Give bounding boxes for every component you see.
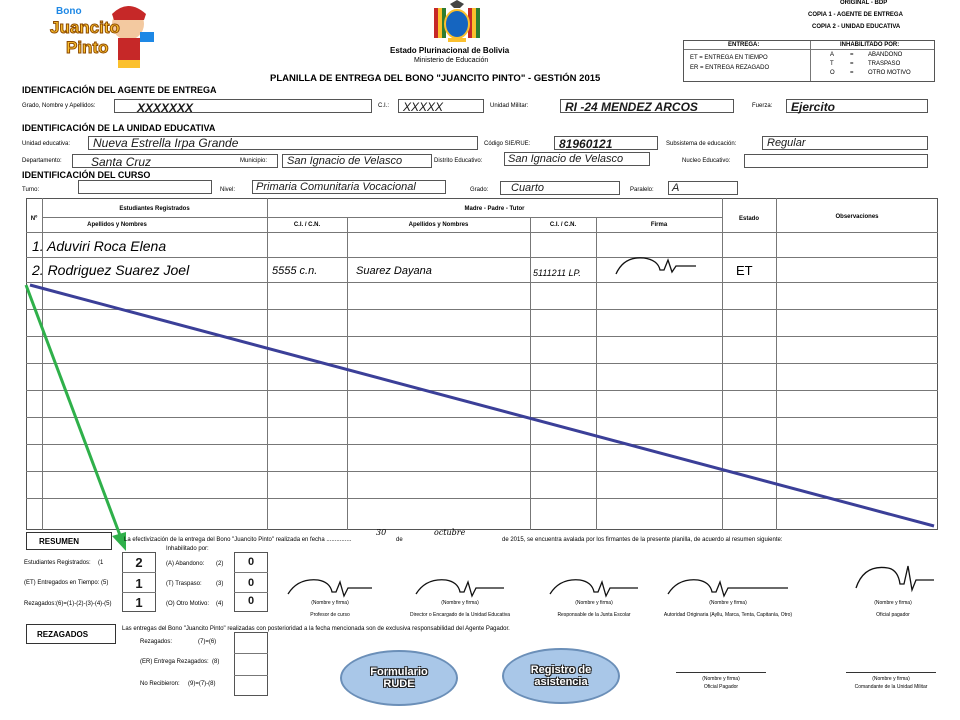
inhab-header: Inhabilitado por: xyxy=(166,546,209,552)
rez-code: (7)=(6) xyxy=(198,639,217,645)
lbl-traspaso: (T) Traspaso: xyxy=(166,581,202,587)
legend-t-label: TRASPASO xyxy=(868,61,901,67)
val-et: 1 xyxy=(135,576,143,591)
agente-ci-value: XXXXX xyxy=(403,100,444,114)
agente-unidad-value: RI -24 MENDEZ ARCOS xyxy=(565,100,698,114)
row-2-tutor-ci: 5111211 LP. xyxy=(533,268,581,278)
legend-et: ET = ENTREGA EN TIEMPO xyxy=(690,55,768,61)
legend-inhab-title: INHABILITADO POR: xyxy=(840,42,900,48)
row-2-estado: ET xyxy=(736,263,753,278)
distrito-value: San Ignacio de Velasco xyxy=(508,153,624,165)
th-students: Estudiantes Registrados xyxy=(119,206,190,212)
logo-text-pinto: Pinto xyxy=(66,38,109,57)
resumen-title: RESUMEN xyxy=(39,537,80,546)
codigo-label: Código SIE/RUE: xyxy=(484,141,531,147)
agente-nombre-label: Grado, Nombre y Apellidos: xyxy=(22,103,96,109)
blue-diagonal-line xyxy=(30,285,934,526)
th-t-ci: C.I. / C.N. xyxy=(549,222,577,228)
registro-asistencia-label: Registro de asistencia xyxy=(530,664,592,688)
codigo-value: 81960121 xyxy=(559,137,613,151)
code-traspaso: (3) xyxy=(216,581,224,587)
th-obs: Observaciones xyxy=(835,214,879,220)
signer-1-role: Profesor de curso xyxy=(310,612,350,618)
municipio-label: Municipio: xyxy=(240,158,268,164)
legend-a-code: A xyxy=(830,52,835,58)
paralelo-value: A xyxy=(672,182,680,194)
copy-original: ORIGINAL - BDP xyxy=(840,0,888,6)
signer-3-role: Responsable de la Junta Escolar xyxy=(557,612,631,618)
signer-4-role: Autoridad Originaria (Ayllu, Marca, Tenta, Capitanía, Otro) xyxy=(663,612,793,618)
rezagados-values xyxy=(234,632,268,696)
nivel-label: Nivel: xyxy=(220,187,236,193)
th-estado: Estado xyxy=(738,216,759,222)
rezagados-title: REZAGADOS xyxy=(37,630,89,639)
signer-5-line1: (Nombre y firma) xyxy=(874,600,912,606)
th-apellidos: Apellidos y Nombres xyxy=(87,222,147,228)
section-curso: IDENTIFICACIÓN DEL CURSO xyxy=(22,170,151,180)
legend-o-eq: = xyxy=(850,70,854,76)
lbl-abandono: (A) Abandono: xyxy=(166,561,205,567)
th-tutor: Madre - Padre - Tutor xyxy=(464,206,525,212)
green-arrow-line xyxy=(26,285,121,538)
row-2-tutor: Suarez Dayana xyxy=(356,265,432,277)
legend-t-code: T xyxy=(830,61,834,67)
header-state: Estado Plurinacional de Bolivia xyxy=(390,46,510,55)
section-unidad: IDENTIFICACIÓN DE LA UNIDAD EDUCATIVA xyxy=(22,123,216,133)
th-firma: Firma xyxy=(650,222,668,228)
grado-value: Cuarto xyxy=(511,182,545,194)
logo-text-juancito: Juancito xyxy=(50,18,120,37)
no-lbl: No Recibieron: xyxy=(140,681,180,687)
copy-2: COPIA 2 - UNIDAD EDUCATIVA xyxy=(812,24,901,30)
er-code: (8) xyxy=(212,659,220,665)
formulario-rude-label: Formulario RUDE xyxy=(370,666,428,690)
signature-5-icon xyxy=(848,562,938,596)
legend-a-label: ABANDONO xyxy=(868,52,903,58)
legend-er: ER = ENTREGA REZAGADO xyxy=(690,65,770,71)
resumen-statement-pre: La efectivización de la entrega del Bono "Juancito Pinto" realizada en fecha ............... xyxy=(124,537,352,543)
lbl-registrados: Estudiantes Registrados: xyxy=(24,560,91,566)
header-ministry: Ministerio de Educación xyxy=(414,57,489,64)
lbl-otro: (O) Otro Motivo: xyxy=(166,601,210,607)
resumen-month: octubre xyxy=(434,528,466,537)
legend-t-eq: = xyxy=(850,61,854,67)
signer-4-line1: (Nombre y firma) xyxy=(709,600,747,606)
val-registrados: 2 xyxy=(135,555,143,570)
municipio-value: San Ignacio de Velasco xyxy=(287,155,403,167)
lbl-et: (ET) Entregados en Tiempo: (5) xyxy=(24,580,109,586)
agente-fuerza-label: Fuerza: xyxy=(752,103,773,109)
th-t-apellidos: Apellidos y Nombres xyxy=(408,222,469,228)
rezagados-title-box xyxy=(26,624,116,644)
agente-ci-label: C.I.: xyxy=(378,103,390,109)
page-title: PLANILLA DE ENTREGA DEL BONO "JUANCITO PINTO" - GESTIÓN 2015 xyxy=(270,73,601,84)
formulario-rude-button[interactable] xyxy=(340,650,458,706)
depto-value: Santa Cruz xyxy=(91,155,152,169)
signer-1-line1: (Nombre y firma) xyxy=(311,600,349,606)
rezagados-statement: Las entregas del Bono "Juancito Pinto" realizadas con posterioridad a la fecha mencionada son de exclusiva responsabilidad del Agente Pagador. xyxy=(122,626,510,632)
agente-unidad-label: Unidad Militar: xyxy=(490,103,529,109)
subsistema-label: Subsistema de educación: xyxy=(666,141,737,147)
registro-asistencia-button[interactable] xyxy=(502,648,620,704)
subsistema-value: Regular xyxy=(767,137,806,149)
ue-value: Nueva Estrella Irpa Grande xyxy=(93,136,239,150)
row-1-name: 1. Aduviri Roca Elena xyxy=(32,238,167,254)
resumen-day: 30 xyxy=(376,528,387,537)
rez-lbl: Rezagados: xyxy=(140,639,173,645)
val-traspaso: 0 xyxy=(247,577,255,589)
signer-5-role: Oficial pagador xyxy=(876,612,910,618)
distrito-label: Distrito Educativo: xyxy=(434,158,483,164)
resumen-de: de xyxy=(396,537,403,543)
agente-fuerza-value: Ejercito xyxy=(791,100,836,114)
signer-2-role: Director o Encargado de la Unidad Educativa xyxy=(409,612,511,618)
resumen-title-box xyxy=(26,532,112,550)
legend-o-label: OTRO MOTIVO xyxy=(868,70,911,76)
code-registrados: (1 xyxy=(98,560,104,566)
lbl-rez: Rezagados:(6)=(1)-(2)-(3)-(4)-(5) xyxy=(24,601,112,607)
signer-3-line1: (Nombre y firma) xyxy=(575,600,613,606)
legend-entrega-title: ENTREGA: xyxy=(728,42,760,48)
depto-label: Departamento: xyxy=(22,158,62,164)
row-2-ci: 5555 c.n. xyxy=(272,265,318,277)
legend-a-eq: = xyxy=(850,52,854,58)
rez-signer-1-line2: Oficial Pagador xyxy=(703,684,739,690)
rez-signer-1-line1: (Nombre y firma) xyxy=(702,676,740,682)
val-otro: 0 xyxy=(247,595,255,607)
legend-o-code: O xyxy=(830,70,835,76)
nucleo-label: Nucleo Educativo: xyxy=(682,158,731,164)
rez-signer-2-line2: Comandante de la Unidad Militar xyxy=(854,684,928,690)
grado-label: Grado: xyxy=(470,187,489,193)
er-lbl: (ER) Entrega Rezagados: xyxy=(140,659,209,665)
agente-nombre-value: XXXXXXX xyxy=(137,101,194,115)
val-rez: 1 xyxy=(135,595,143,610)
turno-label: Turno: xyxy=(22,187,40,193)
th-ci: C.I. / C.N. xyxy=(293,222,321,228)
code-otro: (4) xyxy=(216,601,224,607)
row-2-name: 2. Rodriguez Suarez Joel xyxy=(32,262,190,278)
rez-signer-2-line1: (Nombre y firma) xyxy=(872,676,910,682)
no-code: (9)=(7)-(8) xyxy=(188,681,216,687)
section-agente: IDENTIFICACIÓN DEL AGENTE DE ENTREGA xyxy=(22,85,217,95)
th-num: Nº xyxy=(30,216,38,222)
resumen-statement-post: de 2015, se encuentra avalada por los firmantes de la presente planilla, de acuerdo al resumen siguiente: xyxy=(502,537,783,543)
nivel-value: Primaria Comunitaria Vocacional xyxy=(256,181,416,193)
copy-1: COPIA 1 - AGENTE DE ENTREGA xyxy=(808,12,903,18)
logo-text-bono: Bono xyxy=(56,6,82,17)
paralelo-label: Paralelo: xyxy=(630,187,654,193)
ue-label: Unidad educativa: xyxy=(22,141,71,147)
val-abandono: 0 xyxy=(247,556,255,568)
code-abandono: (2) xyxy=(216,561,224,567)
signer-2-line1: (Nombre y firma) xyxy=(441,600,479,606)
